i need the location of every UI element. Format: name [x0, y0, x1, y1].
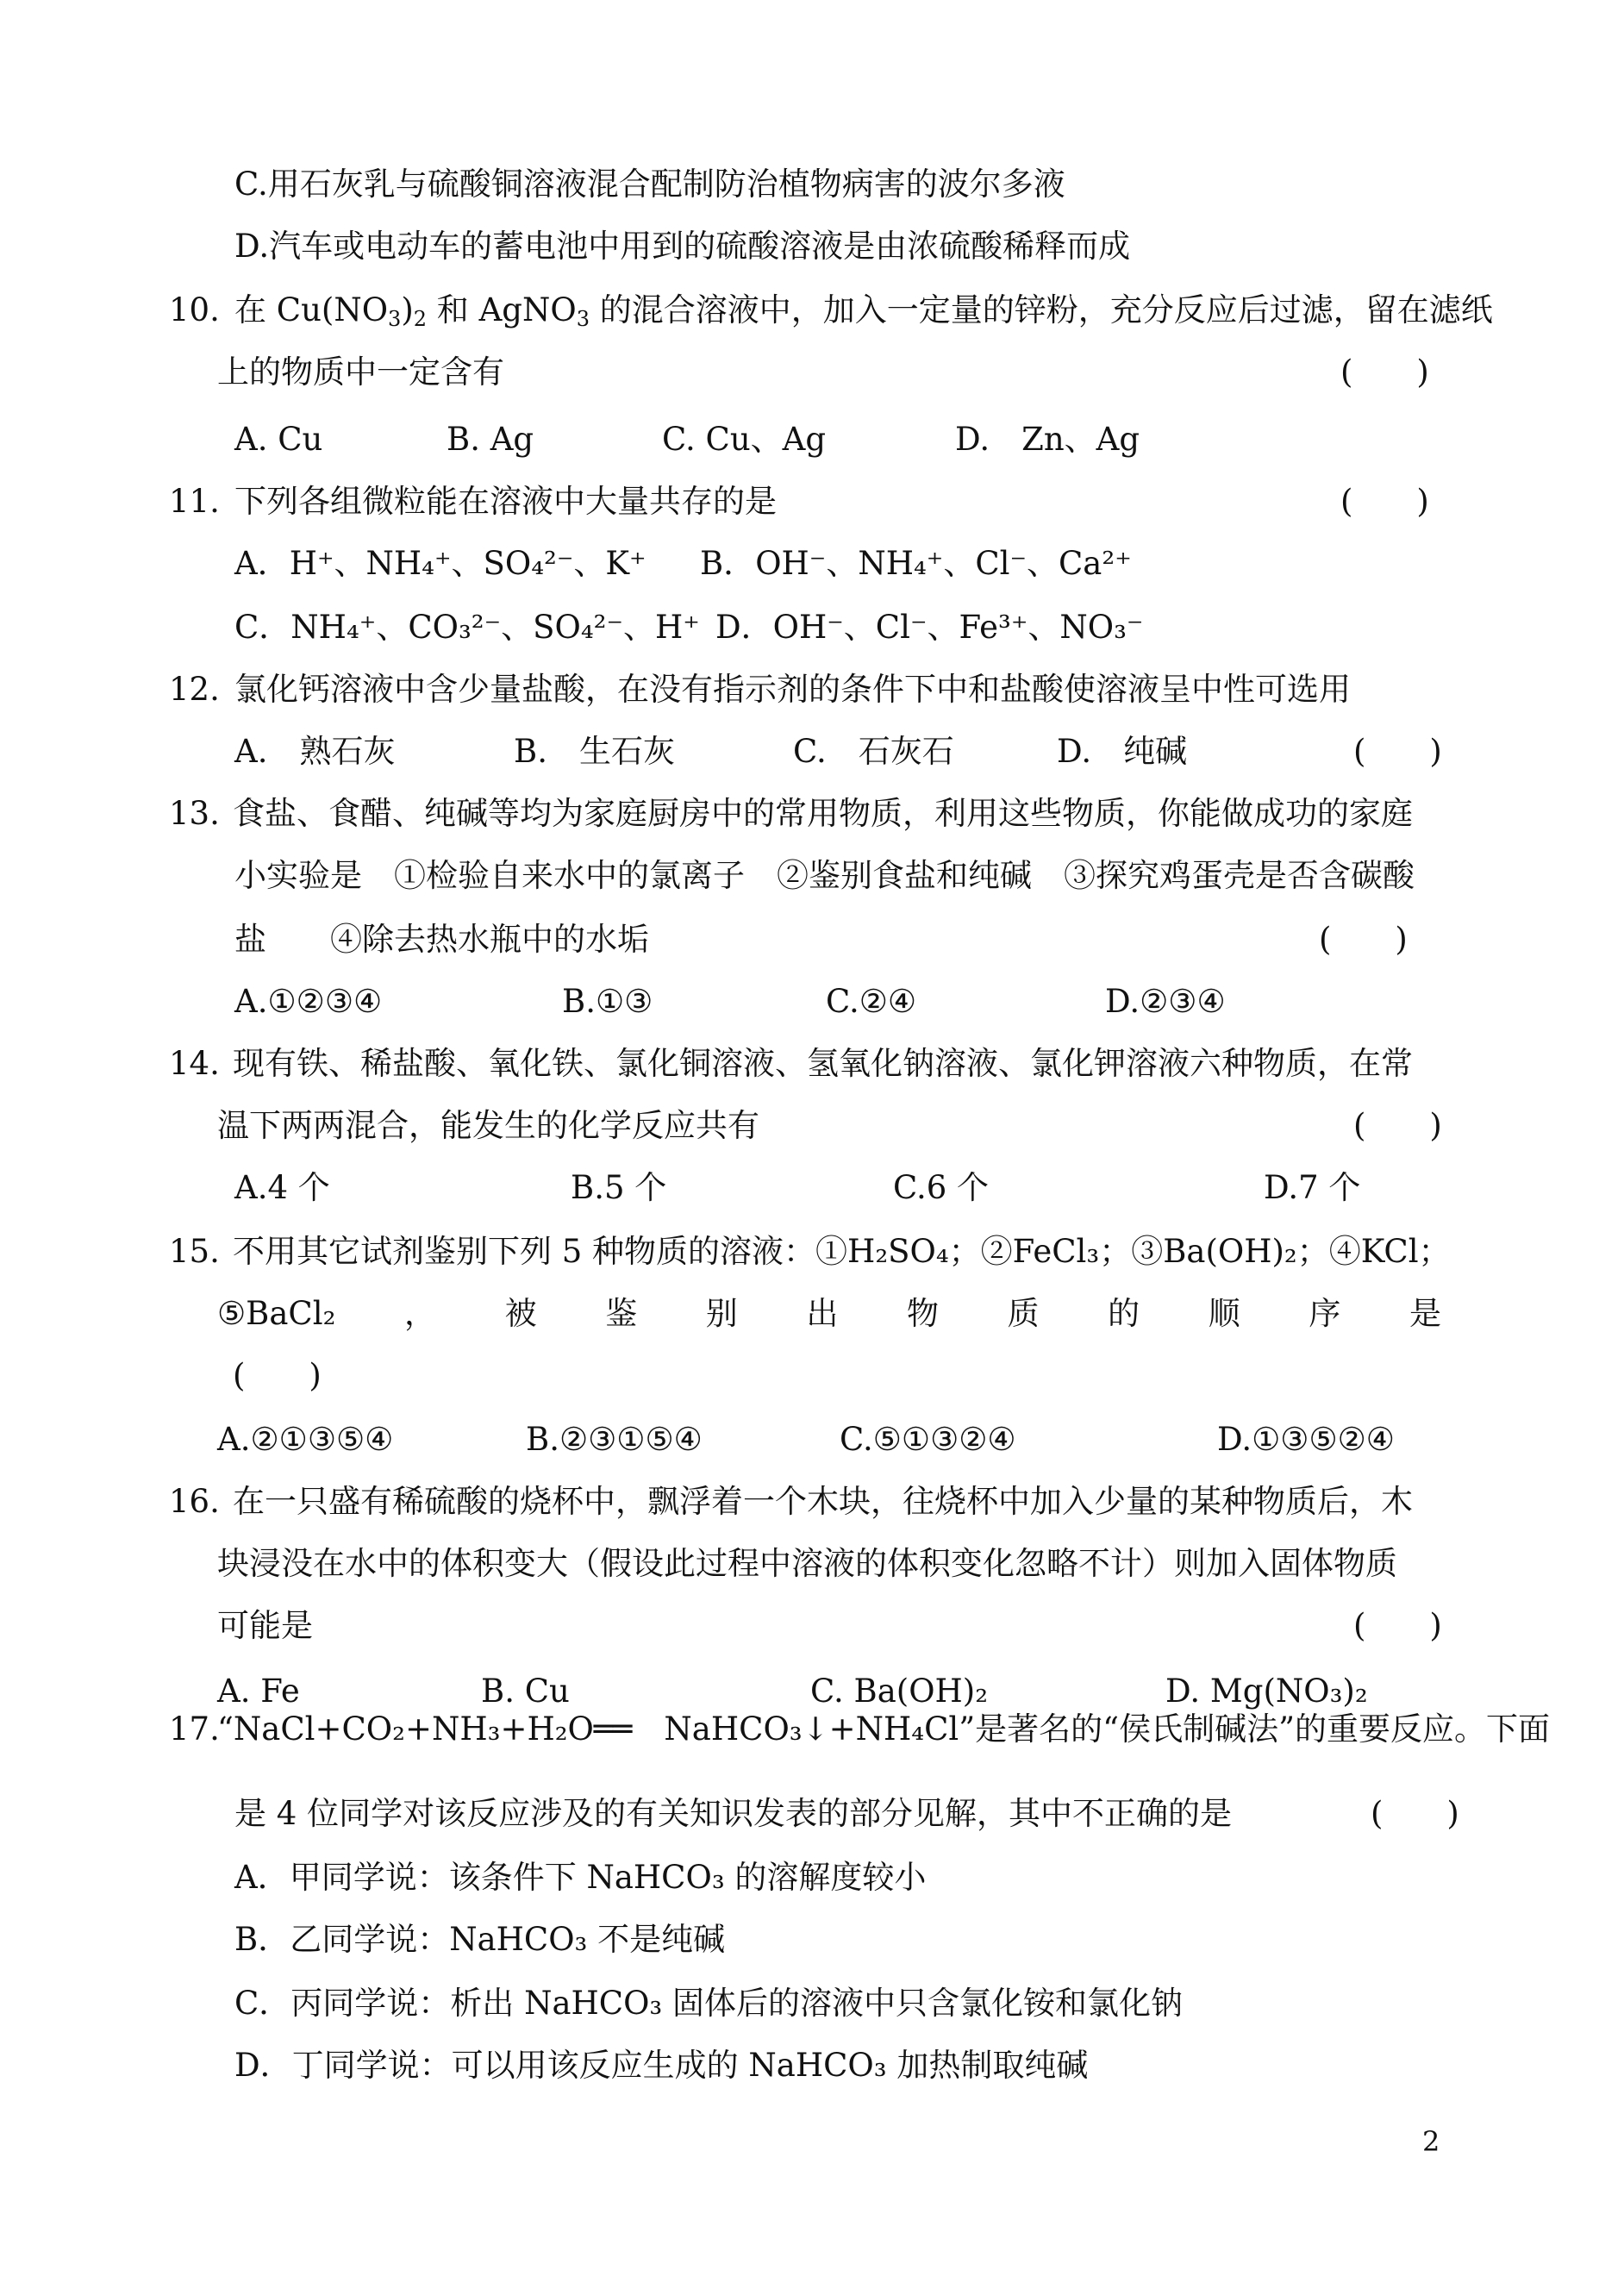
q16-option-b: B. Cu: [481, 1673, 570, 1710]
q14-option-a: A.4 个: [234, 1169, 330, 1206]
q14-option-d: D.7 个: [1264, 1169, 1361, 1206]
q13-number: 13.: [169, 795, 220, 832]
q16-number: 16.: [169, 1483, 220, 1520]
q16-line3: 可能是: [217, 1607, 313, 1644]
q10-option-a: A. Cu: [234, 421, 323, 458]
q12-option-c: C. 石灰石: [793, 733, 954, 770]
q14-line1: 现有铁、稀盐酸、氧化铁、氯化铜溶液、氢氧化钠溶液、氯化钾溶液六种物质，在常: [233, 1045, 1413, 1082]
q9-option-d: D.汽车或电动车的蓄电池中用到的硫酸溶液是由浓硫酸稀释而成: [234, 228, 1131, 265]
q13-line2: 小实验是 ①检验自来水中的氯离子 ②鉴别食盐和纯碱 ③探究鸡蛋壳是否含碳酸: [234, 857, 1415, 894]
q12-number: 12.: [169, 671, 220, 708]
q15-answer-bracket: ( ): [233, 1357, 322, 1394]
q15-option-b: B.②③①⑤④: [526, 1421, 703, 1458]
q15-word: 被: [504, 1295, 537, 1332]
q12-option-b: B. 生石灰: [514, 733, 675, 770]
q17-option-c: C．丙同学说：析出 NaHCO₃ 固体后的溶液中只含氯化铵和氯化钠: [234, 1985, 1184, 2022]
q15-word: 出: [806, 1295, 839, 1332]
q10-stem-part: 的混合溶液中，加入一定量的锌粉，充分反应后过滤，留在滤纸: [589, 291, 1493, 328]
q10-sub: 2: [413, 307, 428, 331]
q11-number: 11.: [169, 483, 220, 520]
q12-option-d: D. 纯碱: [1057, 733, 1188, 770]
q15-word: 序: [1309, 1295, 1341, 1332]
q10-option-d: D. Zn、Ag: [955, 421, 1140, 458]
q16-answer-bracket: ( ): [1353, 1607, 1442, 1644]
q16-line1: 在一只盛有稀硫酸的烧杯中，飘浮着一个木块，往烧杯中加入少量的某种物质后，木: [233, 1483, 1413, 1520]
q17-number: 17.: [169, 1710, 220, 1748]
q11-stem: 下列各组微粒能在溶液中大量共存的是: [234, 483, 777, 520]
q12-stem: 氯化钙溶液中含少量盐酸，在没有指示剂的条件下中和盐酸使溶液呈中性可选用: [234, 671, 1351, 708]
q11-answer-bracket: ( ): [1340, 483, 1429, 520]
q14-answer-bracket: ( ): [1353, 1107, 1442, 1144]
q13-answer-bracket: ( ): [1319, 921, 1408, 958]
q13-option-d: D.②③④: [1105, 983, 1226, 1020]
q11-option-a: A．H⁺、NH₄⁺、SO₄²⁻、K⁺: [234, 545, 646, 582]
q13-option-b: B.①③: [562, 983, 653, 1020]
q15-line2: [217, 1295, 1441, 1333]
q13-line1: 食盐、食醋、纯碱等均为家庭厨房中的常用物质，利用这些物质，你能做成功的家庭: [233, 795, 1413, 832]
q14-option-c: C.6 个: [893, 1169, 990, 1206]
q16-option-d: D. Mg(NO₃)₂: [1165, 1673, 1368, 1710]
q15-option-a: A.②①③⑤④: [217, 1421, 394, 1458]
q17-option-d: D．丁同学说：可以用该反应生成的 NaHCO₃ 加热制取纯碱: [234, 2047, 1089, 2084]
q9-option-c: C.用石灰乳与硫酸铜溶液混合配制防治植物病害的波尔多液: [234, 166, 1065, 203]
q12-answer-bracket: ( ): [1353, 733, 1442, 770]
q15-word: 是: [1409, 1295, 1441, 1332]
q17-option-b: B．乙同学说：NaHCO₃ 不是纯碱: [234, 1921, 726, 1958]
q15-word: 物: [906, 1295, 939, 1332]
q14-number: 14.: [169, 1045, 220, 1082]
q11-option-b: B．OH⁻、NH₄⁺、Cl⁻、Ca²⁺: [700, 545, 1132, 582]
q15-word: 鉴: [605, 1295, 638, 1332]
q14-line2: 温下两两混合，能发生的化学反应共有: [217, 1107, 759, 1144]
q15-word: ，: [404, 1295, 436, 1332]
q17-line1: “NaCl+CO₂+NH₃+H₂O══ NaHCO₃↓+NH₄Cl”是著名的“侯氏制碱法”的重要反应。下面: [217, 1710, 1550, 1748]
q15-word: 别: [705, 1295, 738, 1332]
q10-stem-part: ): [401, 291, 414, 328]
q10-sub: 3: [388, 307, 402, 331]
q12-option-a: A. 熟石灰: [234, 733, 396, 770]
q17-line2: 是 4 位同学对该反应涉及的有关知识发表的部分见解，其中不正确的是: [234, 1795, 1233, 1832]
q15-option-c: C.⑤①③②④: [840, 1421, 1016, 1458]
q13-line3: 盐 ④除去热水瓶中的水垢: [234, 921, 649, 958]
q17-option-a: A．甲同学说：该条件下 NaHCO₃ 的溶解度较小: [234, 1859, 927, 1896]
q15-word: 质: [1007, 1295, 1040, 1332]
q11-option-c: C．NH₄⁺、CO₃²⁻、SO₄²⁻、H⁺: [234, 609, 700, 646]
q16-option-c: C. Ba(OH)₂: [810, 1673, 989, 1710]
q15-word: 的: [1108, 1295, 1140, 1332]
q10-stem-line2: 上的物质中一定含有: [217, 353, 504, 391]
q10-answer-bracket: ( ): [1340, 353, 1429, 391]
q10-stem-part: 和 AgNO: [427, 291, 577, 328]
q15-option-d: D.①③⑤②④: [1217, 1421, 1395, 1458]
q10-number: 10.: [169, 291, 220, 328]
q15-number: 15.: [169, 1233, 220, 1270]
page-number: 2: [1422, 2125, 1440, 2158]
q15-line1: 不用其它试剂鉴别下列 5 种物质的溶液：①H₂SO₄；②FeCl₃；③Ba(OH)₂；④KCl；: [233, 1233, 1451, 1270]
q14-option-b: B.5 个: [571, 1169, 667, 1206]
q15-word: ⑤BaCl₂: [217, 1295, 336, 1332]
q13-option-c: C.②④: [826, 983, 917, 1020]
q10-option-b: B. Ag: [447, 421, 534, 458]
q16-option-a: A. Fe: [217, 1673, 300, 1710]
q10-stem-part: 在 Cu(NO: [234, 291, 389, 328]
q10-option-c: C. Cu、Ag: [662, 421, 827, 458]
q10-stem-line1: [234, 291, 1493, 329]
q13-option-a: A.①②③④: [234, 983, 383, 1020]
q10-sub: 3: [576, 307, 590, 331]
q17-answer-bracket: ( ): [1371, 1795, 1459, 1832]
q15-word: 顺: [1208, 1295, 1240, 1332]
q16-line2: 块浸没在水中的体积变大（假设此过程中溶液的体积变化忽略不计）则加入固体物质: [217, 1545, 1397, 1582]
q11-option-d: D．OH⁻、Cl⁻、Fe³⁺、NO₃⁻: [715, 609, 1144, 646]
